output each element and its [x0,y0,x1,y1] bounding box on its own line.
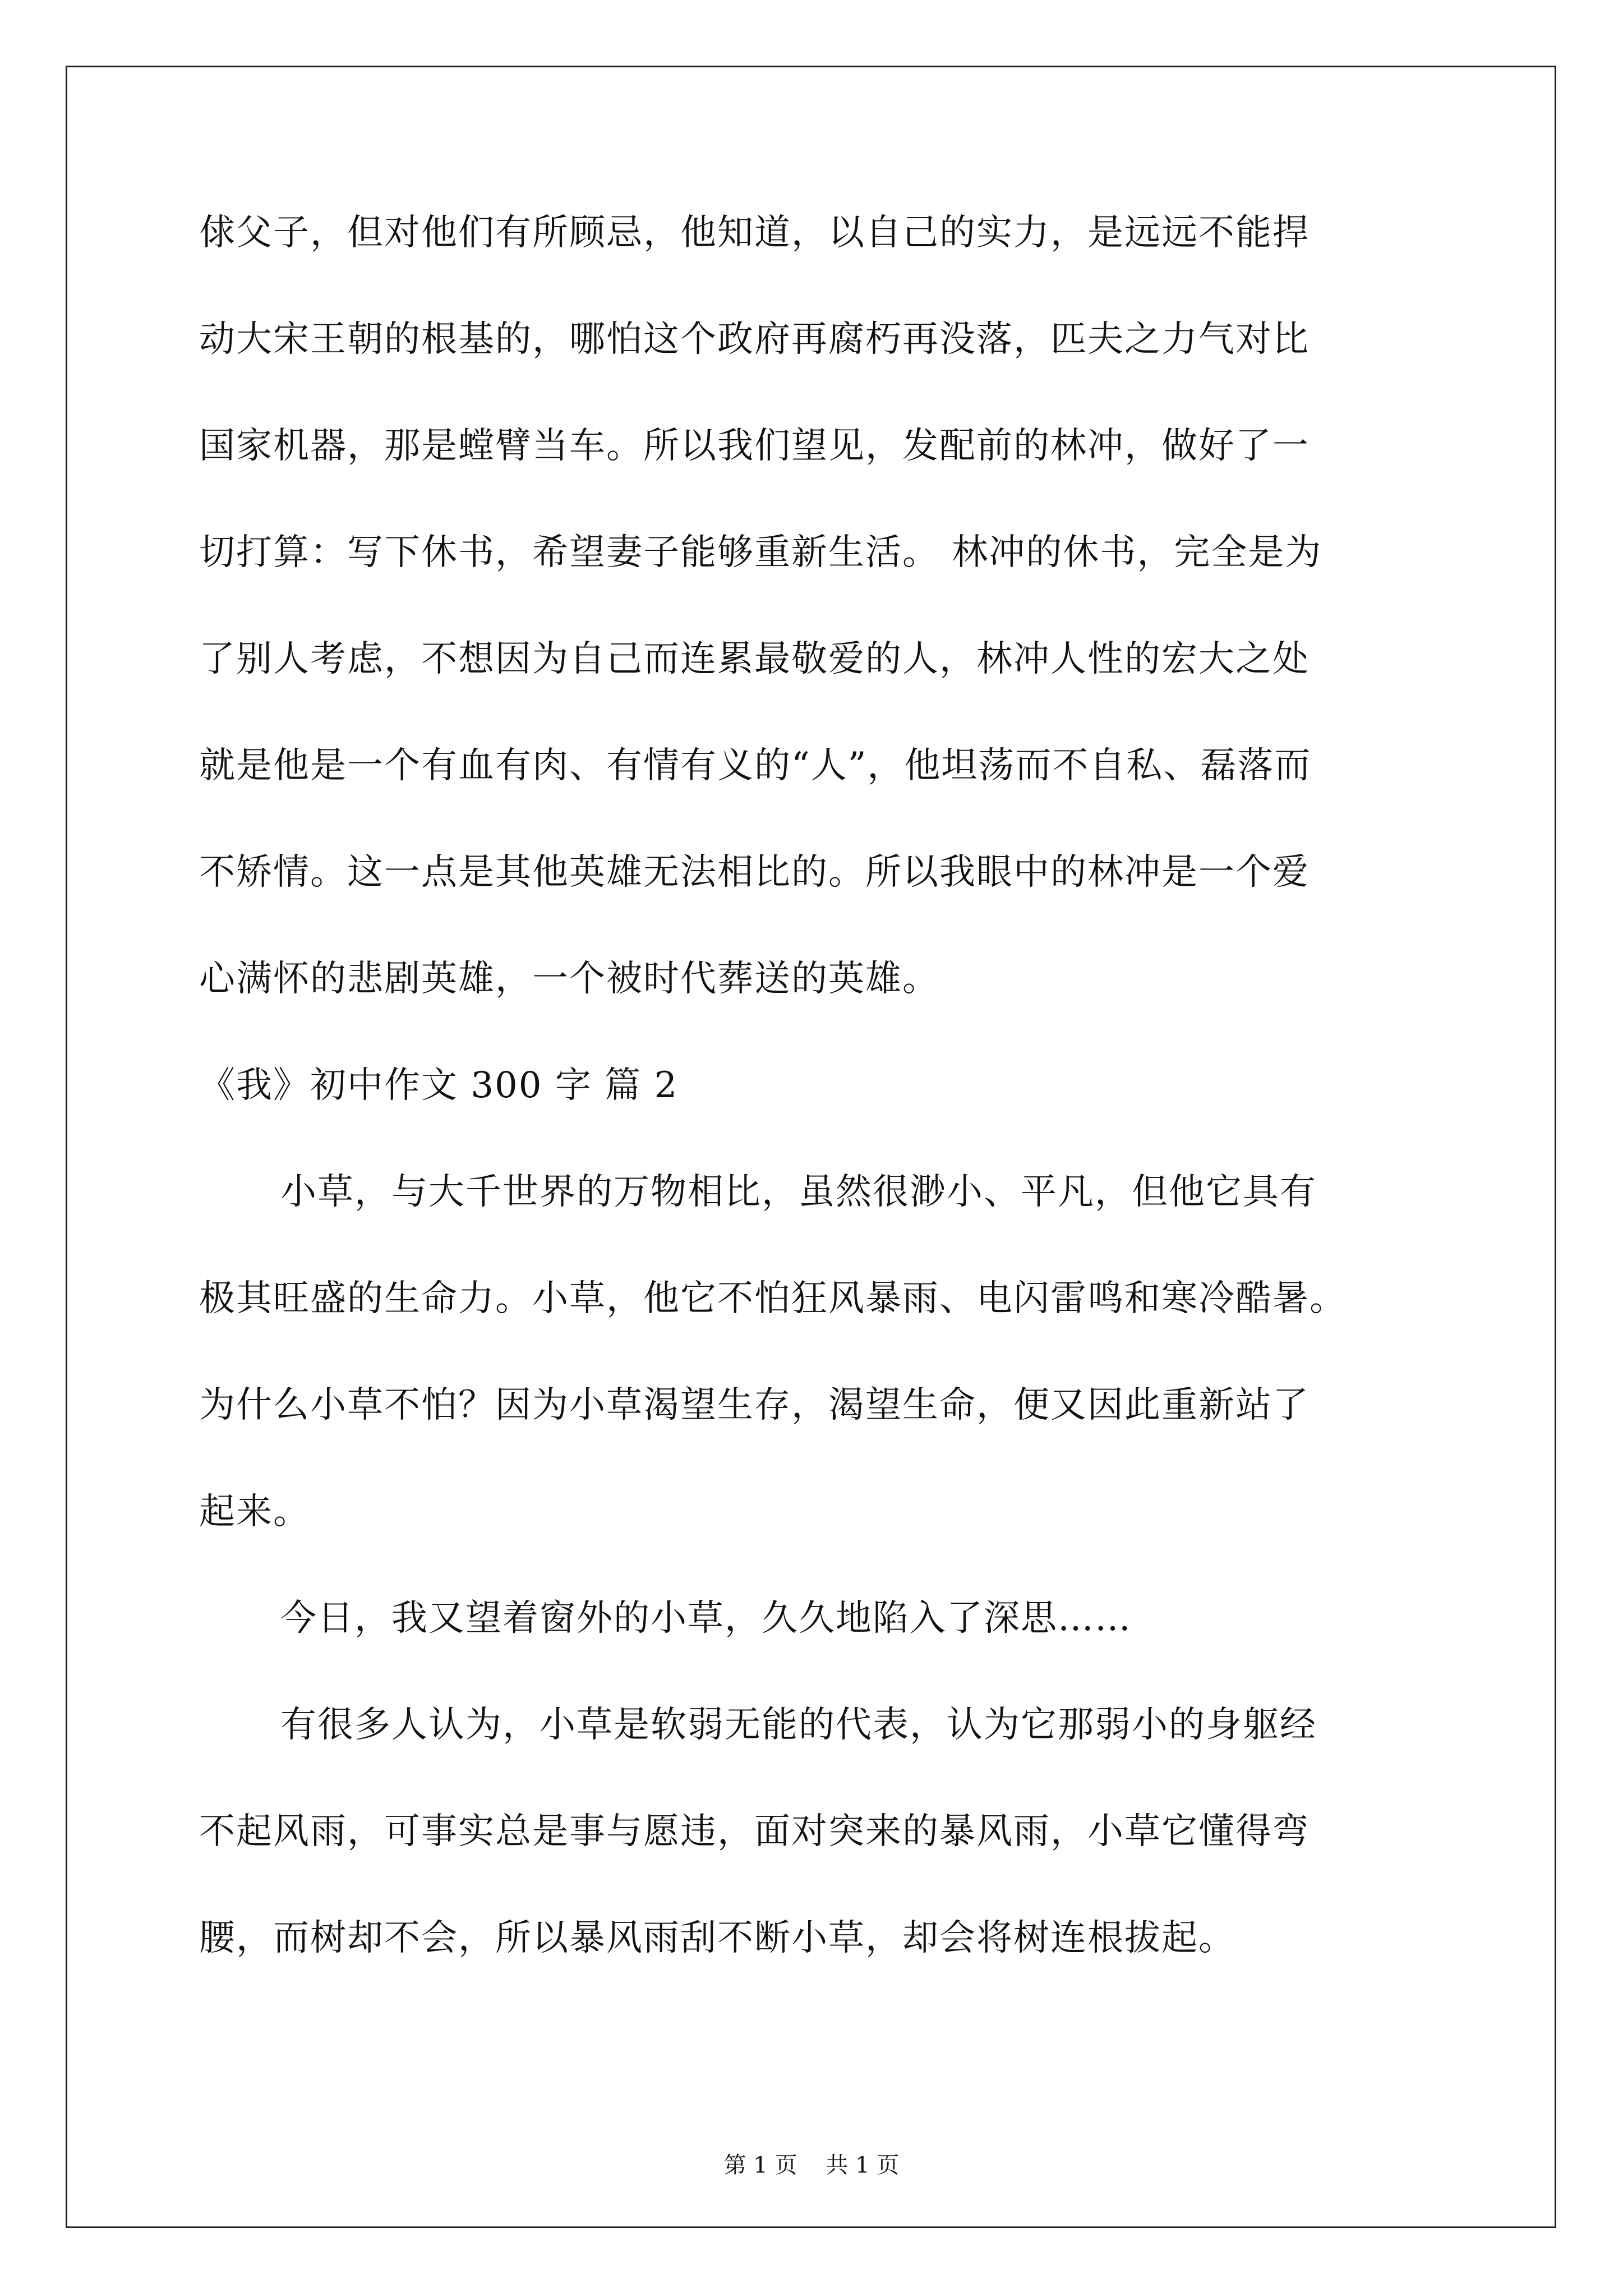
page-border [66,66,1556,2228]
paragraph-line: 腰，而树却不会，所以暴风雨刮不断小草，却会将树连根拔起。 [199,1917,1235,1959]
paragraph-line: 切打算：写下休书，希望妻子能够重新生活。 林冲的休书，完全是为 [199,532,1322,573]
paragraph-line: 起来。 [199,1491,310,1533]
paragraph-line: 为什么小草不怕？因为小草渴望生存，渴望生命，便又因此重新站了 [199,1384,1310,1426]
section-heading: 《我》初中作文 300 字 篇 2 [199,1065,679,1106]
paragraph-line: 极其旺盛的生命力。小草，他它不怕狂风暴雨、电闪雷鸣和寒冷酷暑。 [199,1278,1347,1319]
paragraph-line: 了别人考虑，不想因为自己而连累最敬爱的人，林冲人性的宏大之处 [199,638,1310,680]
paragraph-line: 动大宋王朝的根基的，哪怕这个政府再腐朽再没落，匹夫之力气对比 [199,319,1310,360]
paragraph-line: 国家机器，那是螳臂当车。所以我们望见，发配前的林冲，做好了一 [199,425,1310,467]
paragraph-line: 不矫情。这一点是其他英雄无法相比的。所以我眼中的林冲是一个爱 [199,852,1310,893]
paragraph-line: 就是他是一个有血有肉、有情有义的“人”，他坦荡而不自私、磊落而 [199,745,1312,786]
paragraph-line: 俅父子，但对他们有所顾忌，他知道，以自己的实力，是远远不能捍 [199,212,1310,254]
paragraph-line: 不起风雨，可事实总是事与愿违，面对突来的暴风雨，小草它懂得弯 [199,1811,1310,1852]
paragraph-line: 有很多人认为，小草是软弱无能的代表，认为它那弱小的身躯经 [280,1704,1317,1746]
paragraph-line: 今日，我又望着窗外的小草，久久地陷入了深思…… [280,1598,1132,1639]
page-number-footer: 第 1 页 共 1 页 [723,2152,900,2178]
paragraph-line: 小草，与大千世界的万物相比，虽然很渺小、平凡，但他它具有 [280,1171,1317,1213]
paragraph-line: 心满怀的悲剧英雄，一个被时代葬送的英雄。 [199,958,939,1000]
